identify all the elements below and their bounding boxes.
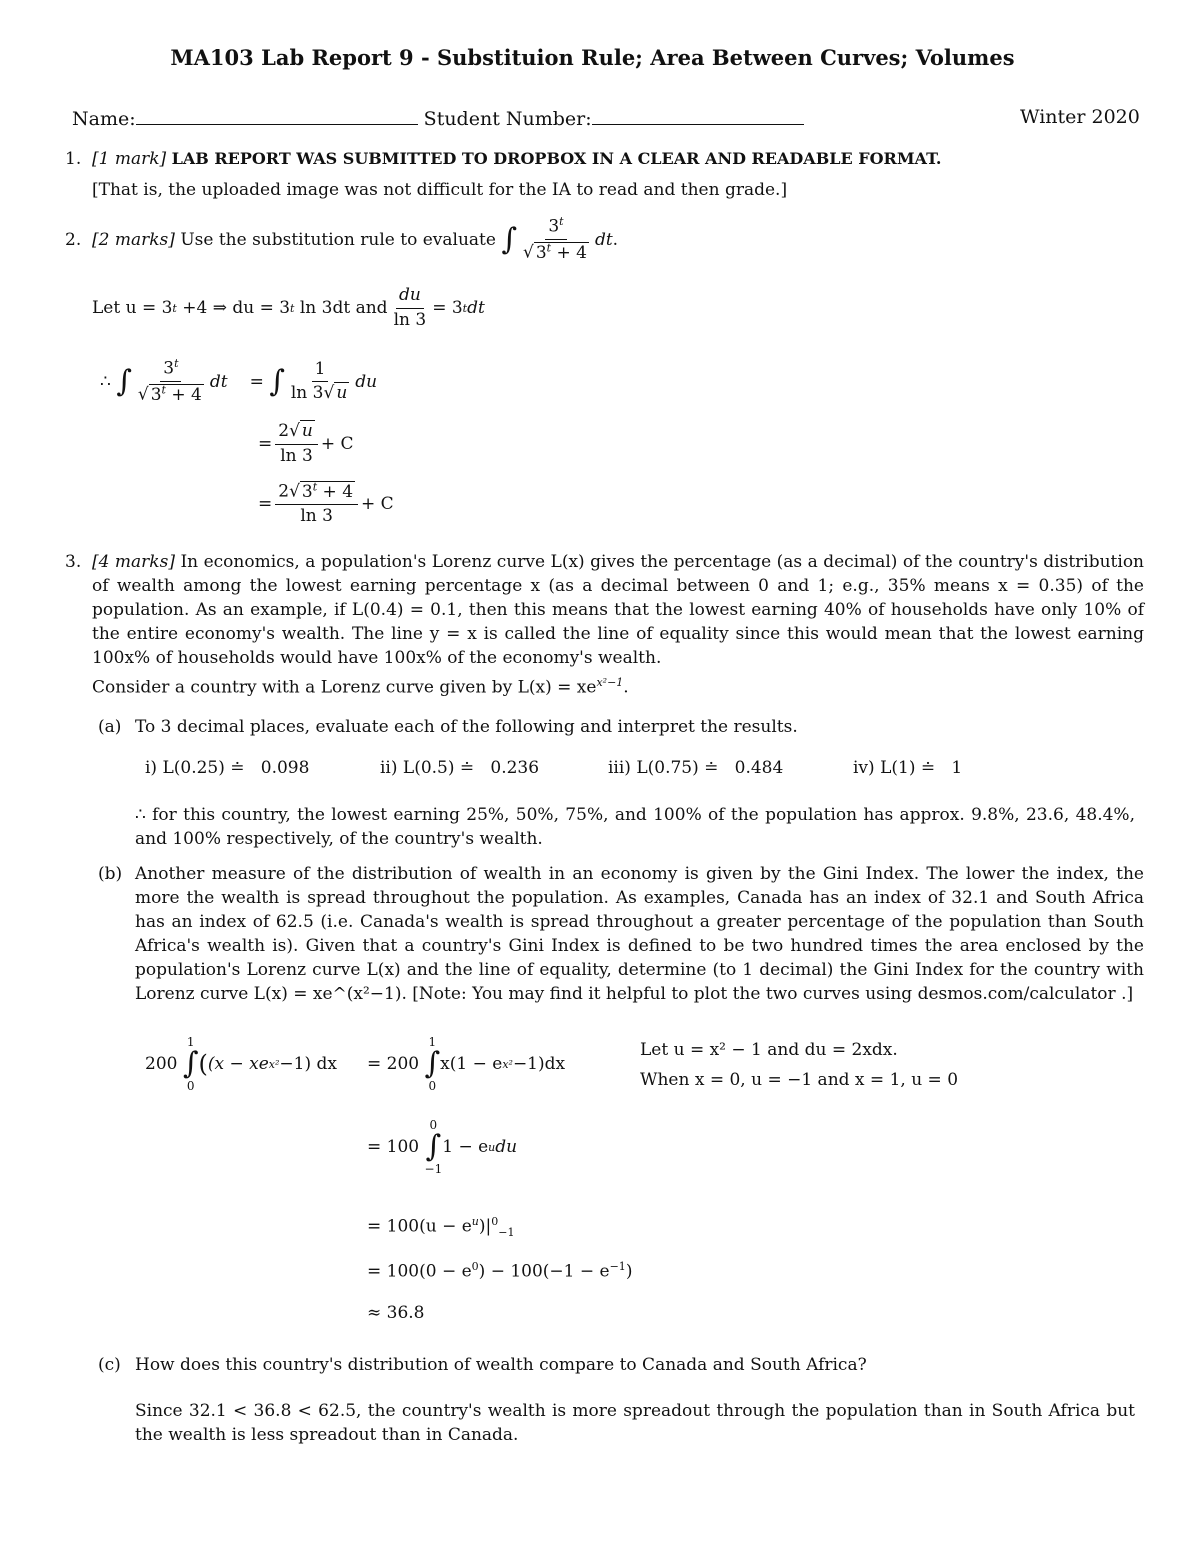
q2-integrand: $\frac{3^t}{√ 3^t + 4}$	[522, 215, 587, 263]
equals-sign: =	[258, 493, 273, 514]
gini-step2: = 100 0 ∫ −1 1 − e u du	[367, 1118, 518, 1176]
therefore-symbol: ∴	[100, 371, 111, 392]
value-label: iii) L(0.75) ≐	[608, 758, 719, 778]
value-result: 1	[951, 758, 963, 778]
student-number-blank	[592, 106, 804, 125]
q3-intro: In economics, a population's Lorenz curve L(x) gives the percentage (as a decimal) of the country's distribution of wealth among the lowest earning percentage x (as a decimal between 0 and 1; e.g., 35% means x = 0.35) of the population. As an example, if L(0.4) = 0.1, then this means that the lowest earning 40% of households have only 10% of the entire economy's wealth. The line y = x is called the line of equality since this would mean that the lowest earning 100x% of households would have 100x% of the economy's wealth.	[92, 552, 1145, 668]
q2-let-text-4: = 3	[432, 298, 463, 319]
integral-symbol: ∫	[269, 363, 285, 399]
q1-marks: [1 mark]	[92, 149, 167, 169]
q1-number: 1.	[65, 149, 82, 169]
q2-step1: ∴ ∫ $\frac{3^t}{√ 3^t + 4}$ dt = ∫ $\frac{1}{\ln 3√ u}$ du	[100, 357, 378, 405]
value-label: i) L(0.25) ≐	[145, 758, 245, 778]
integral-symbol: ∫	[116, 363, 132, 399]
coefficient: = 200	[367, 1054, 420, 1074]
plus-constant: + C	[320, 434, 354, 455]
q2-marks: [2 marks]	[92, 229, 175, 250]
value-item	[380, 758, 539, 778]
part-b-text: Another measure of the distribution of wealth in an economy is given by the Gini Index. The lower the index, the more the wealth is spread throughout the population. As examples, Canada has an index of 32.1 and South Africa has an index of 62.5 (i.e. Canada's wealth is spread throughout a greater percentage of the population than South Africa's wealth is). Given that a country's Gini Index is defined to be two hundred times the area enclosed by the population's Lorenz curve L(x) and the line of equality, determine (to 1 decimal) the Gini Index for the country with Lorenz curve L(x) = xe^(x²−1). [Note: You may find it helpful to plot the two curves using desmos.com/calculator .]	[135, 864, 1144, 1004]
q3-marks: [4 marks]	[92, 552, 175, 572]
plus-constant: + C	[361, 493, 394, 514]
part-a-label: (a)	[98, 717, 122, 737]
gini-step3: = $100(u - e^u)|^0_{-1}$	[367, 1215, 515, 1240]
evaluation: = 100(0 − e	[367, 1261, 472, 1282]
q2-let-text-2: +4 ⇒ du = 3	[182, 298, 291, 319]
q3-consider: Consider a country with a Lorenz curve given by $L(x) = xe^{x^2-1}$.	[92, 676, 629, 698]
substitution-note-1: Let u = x² − 1 and du = 2xdx.	[640, 1040, 898, 1060]
evaluation-end: )	[625, 1261, 633, 1282]
gini-step4: = $100(0 - e^0) - 100(-1 - e^{-1})$	[367, 1260, 633, 1282]
du-over-ln3: $\frac{du}{\ln 3}$	[393, 285, 427, 330]
value-label: ii) L(0.5) ≐	[380, 758, 475, 778]
name-blank	[136, 106, 418, 125]
q2-prompt: Use the substitution rule to evaluate	[180, 229, 496, 250]
q1-heading-row	[92, 149, 942, 169]
evaluation-bar: )|	[478, 1216, 492, 1237]
value-item	[853, 758, 962, 778]
value-result: 0.098	[260, 758, 310, 778]
value-result: 0.236	[490, 758, 540, 778]
equals-sign: =	[258, 434, 273, 455]
q1-heading: LAB REPORT WAS SUBMITTED TO DROPBOX IN A CLEAR AND READABLE FORMAT.	[171, 149, 942, 168]
integrand: 1 − e	[442, 1137, 489, 1157]
q3-intro-block	[92, 550, 1144, 670]
q2-let-text: Let u = 3	[92, 298, 173, 319]
integral-symbol: ∫	[501, 221, 517, 257]
q2-prompt-row: [2 marks] Use the substitution rule to evaluate ∫ $\frac{3^t}{√ 3^t + 4}$ dt .	[92, 215, 619, 263]
coefficient: 200	[145, 1054, 178, 1074]
substitution-note-2: When x = 0, u = −1 and x = 1, u = 0	[640, 1070, 959, 1090]
integrand: (x − xe	[207, 1054, 269, 1074]
part-a-interpretation: ∴ for this country, the lowest earning 25%, 50%, 75%, and 100% of the population has approx. 9.8%, 23.6, 48.4%, and 100% respectively, of the country's wealth.	[135, 805, 1135, 849]
part-b-label: (b)	[98, 864, 123, 884]
equals-sign: =	[249, 371, 264, 392]
antiderivative: = 100(u − e	[367, 1216, 472, 1237]
q2-let-text-5: dt	[467, 298, 485, 319]
q1-note: [That is, the uploaded image was not difficult for the IA to read and then grade.]	[92, 180, 788, 200]
gini-step1-right: = 200 1 ∫ 0 x(1 − e x² −1)dx	[367, 1035, 566, 1093]
integrand-end: −1) dx	[279, 1054, 337, 1074]
value-item	[145, 758, 309, 778]
evaluation-mid: ) − 100(−1 − e	[478, 1261, 610, 1282]
coefficient: = 100	[367, 1137, 420, 1157]
value-label: iv) L(1) ≐	[853, 758, 936, 778]
name-label: Name:	[72, 108, 136, 130]
q3-number: 3.	[65, 552, 82, 572]
part-a-text: To 3 decimal places, evaluate each of the following and interpret the results.	[135, 717, 798, 737]
q2-step2: = $\frac{2√ u}{\ln 3}$ + C	[258, 421, 354, 466]
q2-step3: = $\frac{2√ 3^t + 4}{\ln 3}$ + C	[258, 480, 394, 527]
q2-let-text-3: ln 3dt and	[299, 298, 388, 319]
student-number-label: Student Number:	[423, 108, 592, 130]
q2-number: 2.	[65, 230, 82, 250]
value-result: 0.484	[734, 758, 784, 778]
differential: du	[495, 1137, 518, 1157]
q3-consider-exponent: x²−1	[596, 676, 624, 689]
q2-substitution: Let u = 3 t +4 ⇒ du = 3 t ln 3dt and $\frac{du}{\ln 3}$ = 3 t dt	[92, 285, 485, 330]
integrand: x(1 − e	[440, 1054, 503, 1074]
page-title: MA103 Lab Report 9 - Substituion Rule; Area Between Curves; Volumes	[170, 45, 1015, 70]
integrand-end: −1)dx	[512, 1054, 566, 1074]
value-item	[608, 758, 783, 778]
q3-consider-text: Consider a country with a Lorenz curve given by L(x) = xe	[92, 677, 597, 698]
part-c-label: (c)	[98, 1355, 121, 1375]
gini-step1-left: 200 1 ∫ 0 ( (x − xe x² −1) dx	[145, 1035, 337, 1093]
term-label: Winter 2020	[1020, 106, 1140, 128]
name-field-row	[72, 106, 804, 130]
part-c-text: How does this country's distribution of wealth compare to Canada and South Africa?	[135, 1355, 867, 1375]
part-c-answer: Since 32.1 < 36.8 < 62.5, the country's wealth is more spreadout through the population than in South Africa but the wealth is less spreadout than in Canada.	[135, 1401, 1135, 1445]
gini-result: ≈ 36.8	[367, 1303, 425, 1323]
